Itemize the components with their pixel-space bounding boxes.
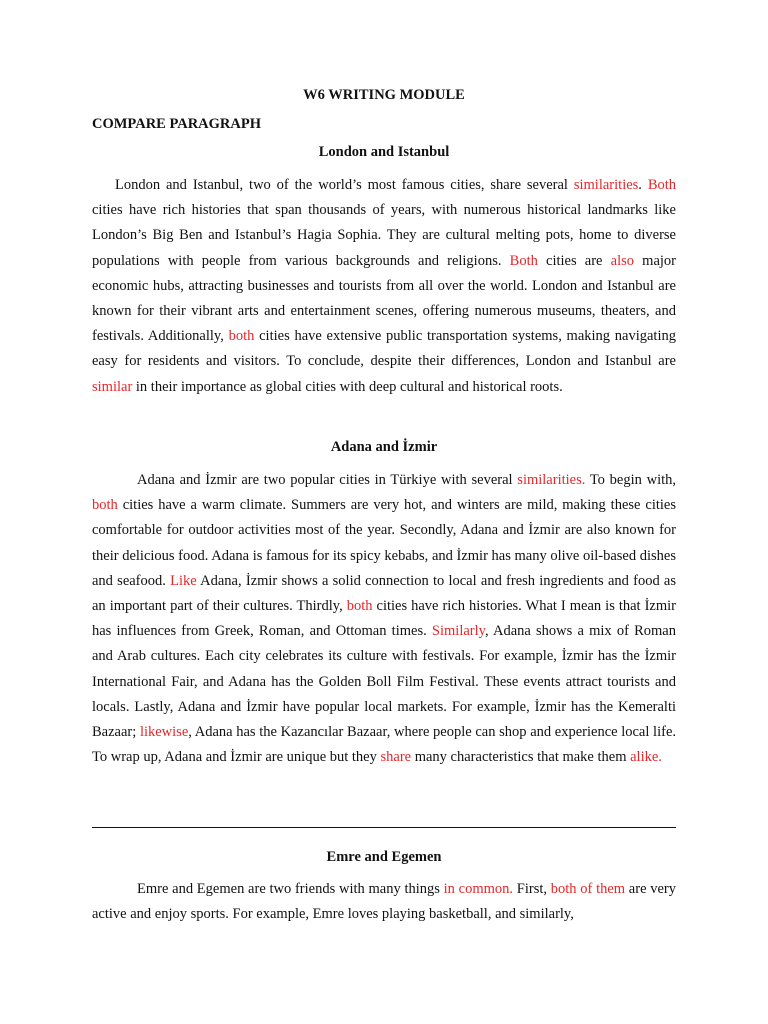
paragraph-title-adana-izmir: Adana and İzmir bbox=[330, 439, 438, 455]
paragraph-text: are very active and enjoy sports. For example, Emre loves playing basketball, and similarly, bbox=[92, 881, 676, 923]
paragraph-text: , Adana has the Kazancılar Bazaar, where people can shop and experience local life. To wrap up, Adana and İzmir are unique but they bbox=[92, 724, 677, 766]
paragraph-text: cities have rich histories that span thousands of years, with numerous historical landmarks like London’s Big Ben and Istanbul’s Hagia Sophia. They are cultural melting pots, home to diverse populations with people from various backgrounds and religions. bbox=[92, 202, 676, 269]
highlighted-phrase: share bbox=[380, 749, 412, 766]
highlighted-phrase: Both bbox=[509, 252, 538, 269]
highlighted-phrase: both bbox=[92, 497, 118, 514]
paragraph-text: cities have a warm climate. Summers are very hot, and winters are mild, making these cities comfortable for outdoor activities most of the year. Secondly, Adana and İzmir are also known for their delicious food. Adana is famous for its spicy kebabs, and İzmir has many olive oil-based dishes and seafood. bbox=[92, 497, 676, 589]
paragraph-text: , Adana shows a mix of Roman and Arab cultures. Each city celebrates its culture with festivals. For example, İzmir has the İzmir International Fair, and Adana has the Golden Boll Film Festival. These events attract tourists and locals. Lastly, Adana and İzmir have popular local markets. For example, İzmir has the Kemeralti Bazaar; bbox=[92, 623, 676, 741]
highlighted-phrase: similarities. bbox=[517, 472, 586, 488]
highlighted-phrase: similar bbox=[92, 378, 133, 395]
highlighted-phrase: Similarly bbox=[431, 623, 485, 640]
paragraph-title-emre-egemen: Emre and Egemen bbox=[326, 849, 442, 865]
paragraph-text: Adana and İzmir are two popular cities in Türkiye with several bbox=[137, 472, 518, 488]
section-heading: COMPARE PARAGRAPH bbox=[92, 116, 262, 132]
paragraph-text: To begin with, bbox=[585, 472, 676, 488]
paragraph-adana-izmir bbox=[92, 468, 676, 770]
highlighted-phrase: Both bbox=[647, 177, 677, 193]
highlighted-phrase: both bbox=[228, 328, 255, 345]
paragraph-text: Emre and Egemen are two friends with many things bbox=[137, 881, 444, 897]
paragraph-text: many characteristics that make them bbox=[411, 749, 631, 766]
paragraph-london-istanbul bbox=[92, 173, 676, 400]
paragraph-text: . bbox=[638, 177, 648, 193]
paragraph-emre-egemen bbox=[92, 877, 676, 927]
highlighted-phrase: alike. bbox=[630, 749, 662, 766]
highlighted-phrase: both of them bbox=[550, 881, 626, 897]
paragraph-text: cities are bbox=[537, 252, 611, 269]
paragraph-text: major economic hubs, attracting businesses and tourists from all over the world. London and Istanbul are known for their vibrant arts and entertainment scenes, offering numerous museums, theaters, and festivals. Additionally, bbox=[92, 252, 676, 345]
highlighted-phrase: in common. bbox=[443, 881, 514, 897]
paragraph-text: London and Istanbul, two of the world’s most famous cities, share several bbox=[115, 177, 574, 193]
highlighted-phrase: both bbox=[346, 598, 373, 615]
highlighted-phrase: likewise bbox=[139, 724, 189, 741]
highlighted-phrase: similarities bbox=[573, 177, 639, 193]
paragraph-title-london-istanbul: London and Istanbul bbox=[318, 144, 450, 160]
paragraph-text: cities have rich histories. What I mean is that İzmir has influences from Greek, Roman, and Ottoman times. bbox=[92, 598, 676, 640]
module-title: W6 WRITING MODULE bbox=[303, 87, 465, 103]
highlighted-phrase: also bbox=[610, 252, 634, 269]
paragraph-text: in their importance as global cities with deep cultural and historical roots. bbox=[132, 378, 563, 395]
divider-line bbox=[92, 827, 676, 828]
paragraph-text: First, bbox=[513, 881, 551, 897]
highlighted-phrase: Like bbox=[170, 572, 197, 589]
paragraph-text: Adana, İzmir shows a solid connection to local and fresh ingredients and food as an important part of their cultures. Thirdly, bbox=[92, 572, 677, 615]
paragraph-text: cities have extensive public transportation systems, making navigating easy for residents and visitors. To conclude, despite their differences, London and Istanbul are bbox=[92, 328, 676, 370]
